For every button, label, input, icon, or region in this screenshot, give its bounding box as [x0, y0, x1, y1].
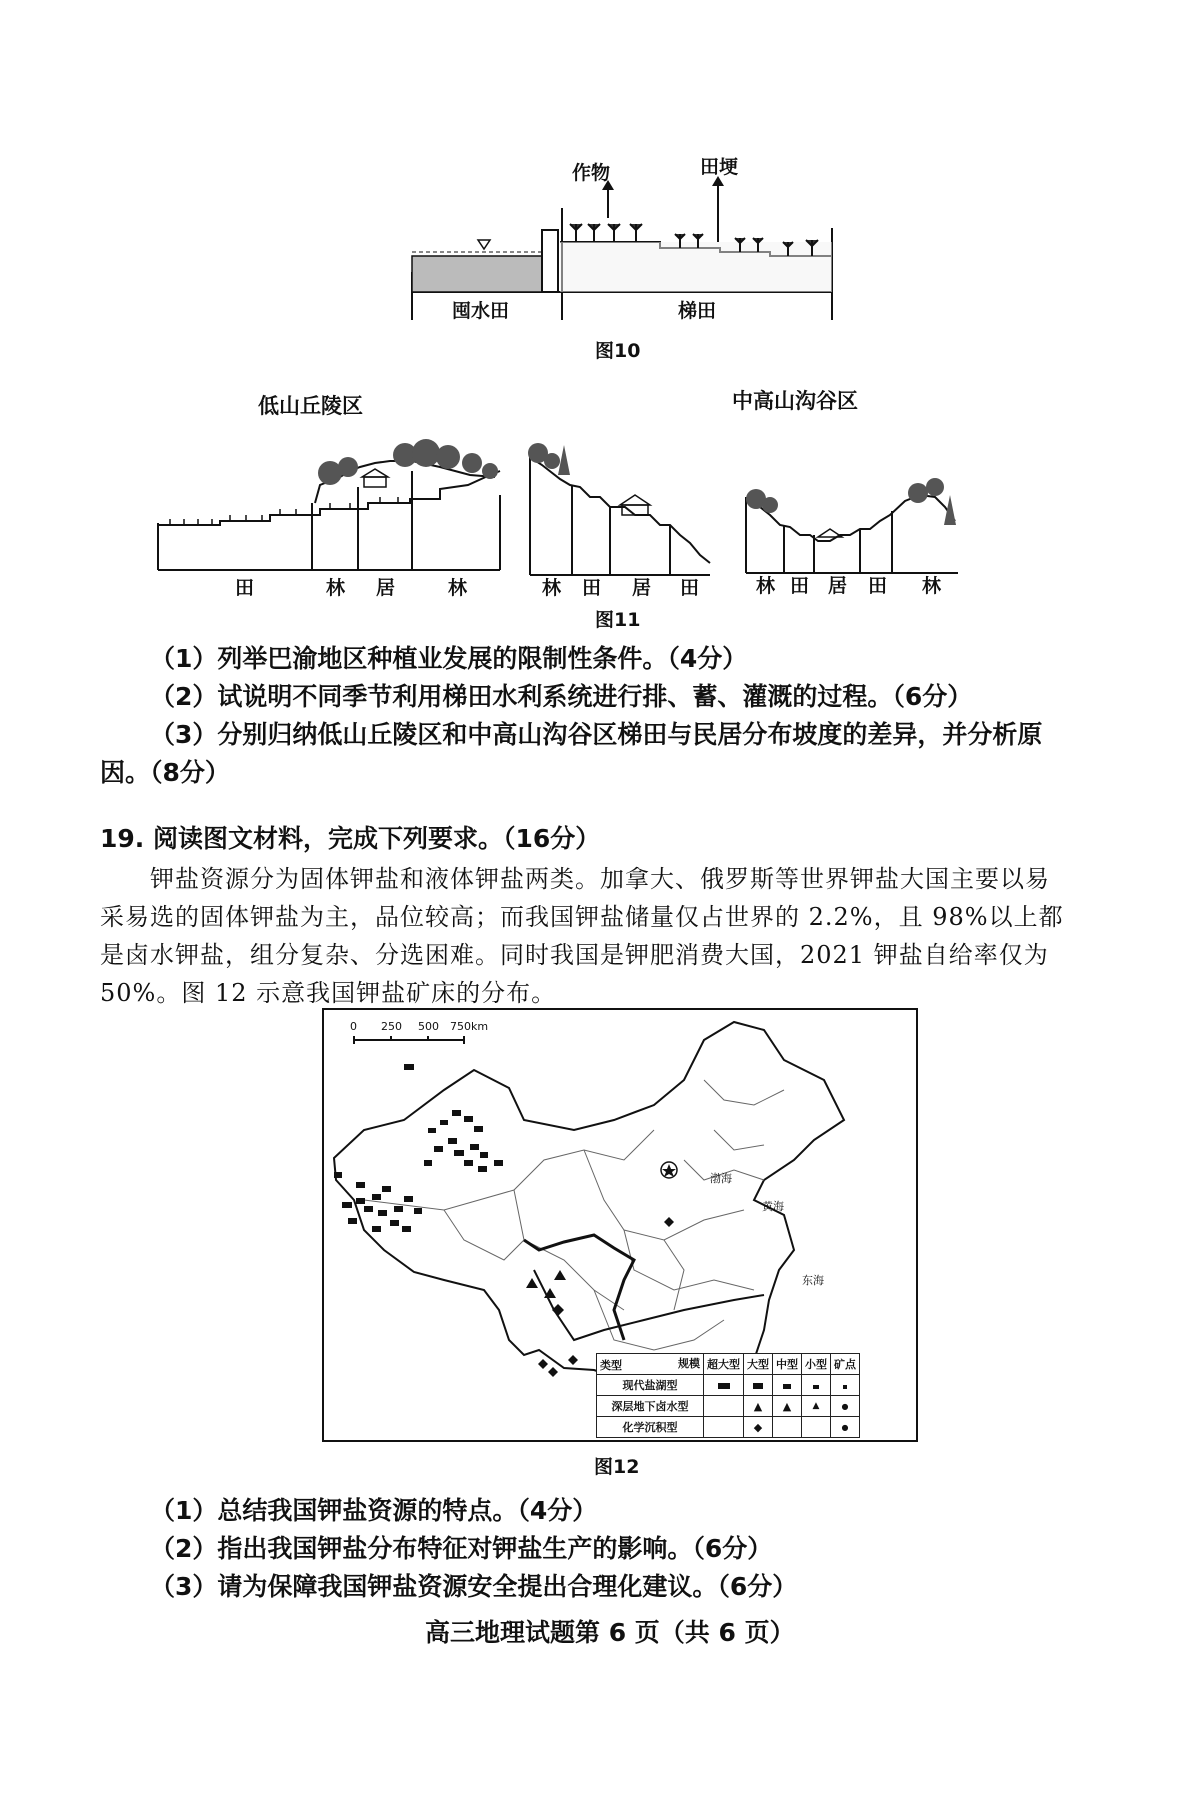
legend-salt-lake-large [744, 1375, 773, 1396]
q19-para-line3: 是卤水钾盐，组分复杂、分选困难。同时我国是钾肥消费大国，2021 钾盐自给率仅为 [100, 941, 1049, 969]
legend-deep-brine-small: ▲ [802, 1396, 831, 1417]
legend-col-small: 小型 [802, 1354, 831, 1375]
panel1-label-field: 田 [235, 577, 255, 599]
panel1-label-forest: 林 [326, 577, 346, 599]
panel2-label-field-2: 田 [680, 577, 700, 599]
figure-10 [400, 156, 840, 330]
figure-10-caption: 图10 [595, 340, 641, 362]
legend-chemical-medium [773, 1417, 802, 1438]
legend-deep-brine-large: ▲ [744, 1396, 773, 1417]
panel3-label-field: 田 [790, 575, 810, 597]
legend-chemical-point: ● [831, 1417, 860, 1438]
legend-row-chemical-sediment: 化学沉积型 [597, 1417, 704, 1438]
legend-chemical-super-large [704, 1417, 744, 1438]
scale-500: 500 [418, 1020, 439, 1033]
label-terrace-field: 梯田 [678, 300, 717, 322]
title-mid-high-valley: 中高山沟谷区 [732, 389, 858, 413]
q19-sub1: （1）总结我国钾盐资源的特点。（4分） [150, 1496, 598, 1525]
q18-sub2: （2）试说明不同季节利用梯田水利系统进行排、蓄、灌溉的过程。（6分） [150, 682, 973, 711]
terrace-settlement-profiles [150, 415, 1070, 595]
q18-sub3-line1: （3）分别归纳低山丘陵区和中高山沟谷区梯田与民居分布坡度的差异，并分析原 [150, 720, 1043, 749]
legend-deep-brine-super-large [704, 1396, 744, 1417]
panel2-label-forest: 林 [542, 577, 562, 599]
sea-donghai: 东海 [802, 1274, 824, 1287]
legend-header-scale: 规模 [678, 1357, 700, 1370]
legend-chemical-large: ◆ [744, 1417, 773, 1438]
q19-para-line2: 采易选的固体钾盐为主，品位较高；而我国钾盐储量仅占世界的 2.2%，且 98%以上都 [100, 903, 1064, 931]
legend-chemical-small [802, 1417, 831, 1438]
scale-0: 0 [350, 1020, 357, 1033]
q19-sub3: （3）请为保障我国钾盐资源安全提出合理化建议。（6分） [150, 1572, 798, 1601]
panel2-label-settlement: 居 [632, 577, 652, 599]
legend-header-type: 类型 [600, 1359, 622, 1372]
label-pond-field: 囤水田 [452, 300, 510, 322]
figure-12-map [322, 1008, 918, 1442]
legend-deep-brine-point: ● [831, 1396, 860, 1417]
legend-col-large: 大型 [744, 1354, 773, 1375]
page-footer: 高三地理试题第 6 页（共 6 页） [425, 1618, 795, 1647]
legend-col-medium: 中型 [773, 1354, 802, 1375]
scale-750km: 750km [450, 1020, 489, 1033]
figure-12-caption: 图12 [594, 1456, 640, 1478]
legend-salt-lake-super-large [704, 1375, 744, 1396]
sea-bohai: 渤海 [710, 1172, 732, 1185]
figure-11 [150, 415, 1070, 599]
map-legend [596, 1353, 860, 1438]
legend-salt-lake-medium [773, 1375, 802, 1396]
legend-salt-lake-small [802, 1375, 831, 1396]
q19-title: 19. 阅读图文材料，完成下列要求。（16分） [100, 824, 601, 853]
legend-row-salt-lake: 现代盐湖型 [597, 1375, 704, 1396]
q18-sub1: （1）列举巴渝地区种植业发展的限制性条件。（4分） [150, 644, 748, 673]
panel3-label-forest-2: 林 [922, 575, 942, 597]
panel2-label-field: 田 [582, 577, 602, 599]
q19-para-line1: 钾盐资源分为固体钾盐和液体钾盐两类。加拿大、俄罗斯等世界钾盐大国主要以易 [150, 865, 1050, 893]
label-crop: 作物 [572, 162, 611, 184]
panel1-label-forest-2: 林 [448, 577, 468, 599]
q19-sub2: （2）指出我国钾盐分布特征对钾盐生产的影响。（6分） [150, 1534, 773, 1563]
panel3-label-settlement: 居 [828, 575, 848, 597]
q18-sub3-line2: 因。（8分） [100, 758, 230, 787]
legend-row-deep-brine: 深层地下卤水型 [597, 1396, 704, 1417]
legend-col-deposit-point: 矿点 [831, 1354, 860, 1375]
title-low-mountain-hill: 低山丘陵区 [258, 394, 363, 418]
panel3-label-field-2: 田 [868, 575, 888, 597]
panel1-label-settlement: 居 [376, 577, 396, 599]
legend-col-super-large: 超大型 [704, 1354, 744, 1375]
scale-250: 250 [381, 1020, 402, 1033]
legend-deep-brine-medium: ▲ [773, 1396, 802, 1417]
sea-huanghai: 黄海 [762, 1200, 784, 1213]
legend-header [597, 1354, 704, 1375]
figure-11-caption: 图11 [595, 609, 641, 631]
legend-salt-lake-point [831, 1375, 860, 1396]
label-ridge: 田埂 [700, 156, 739, 178]
q19-para-line4: 50%。图 12 示意我国钾盐矿床的分布。 [100, 979, 557, 1007]
panel3-label-forest: 林 [756, 575, 776, 597]
